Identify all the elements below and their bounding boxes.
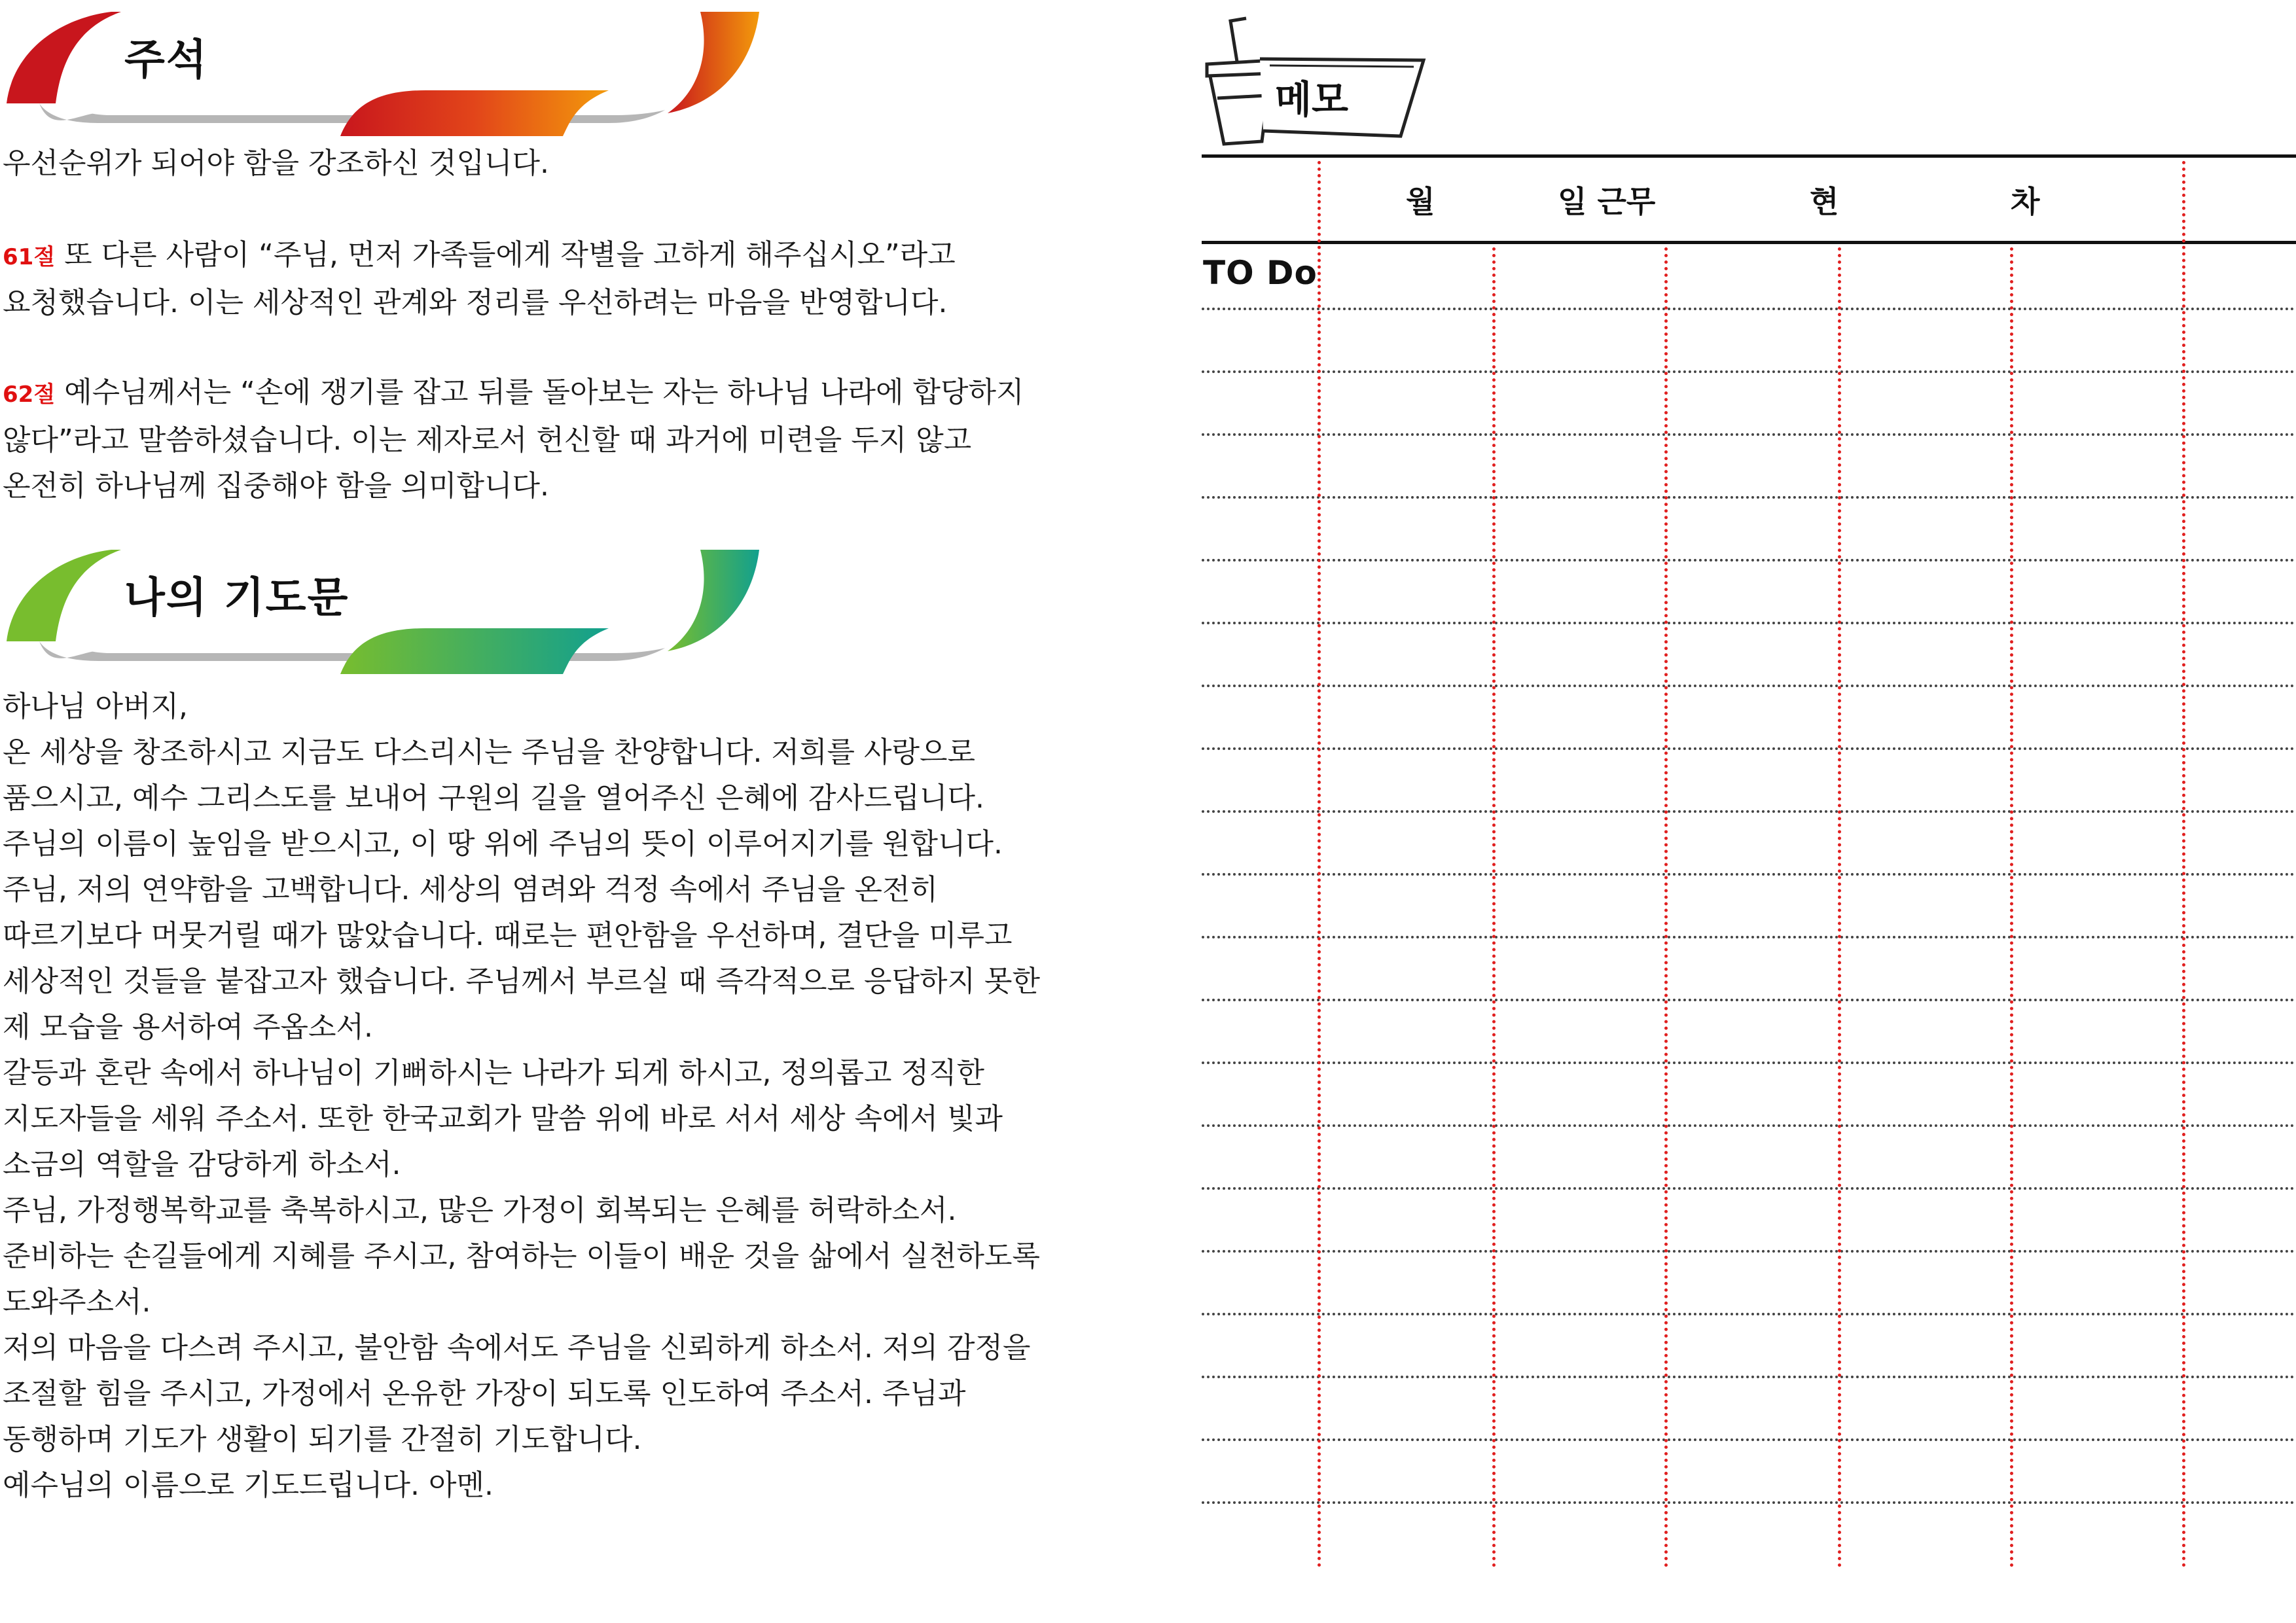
commentary-line: 우선순위가 되어야 함을 강조하신 것입니다. — [3, 147, 550, 180]
memo-row-line — [1202, 1313, 2295, 1315]
memo-title: 메모 — [1275, 77, 1349, 122]
memo-row-line — [1202, 1376, 2295, 1378]
header-month: 월 — [1406, 184, 1435, 219]
prayer-title: 나의 기도문 — [124, 574, 350, 622]
memo-row-line — [1202, 308, 2295, 310]
memo-row-line — [1202, 747, 2295, 750]
prayer-line: 조절할 힘을 주시고, 가정에서 온유한 가장이 되도록 인도하여 주소서. 주님과 — [3, 1377, 966, 1410]
memo-row-line — [1202, 1250, 2295, 1253]
header-bottom-rule — [1202, 241, 2296, 244]
commentary-line: 또 다른 사람이 “주님, 먼저 가족들에게 작별을 고하게 해주십시오”라고 — [64, 238, 956, 272]
memo-column-line — [1664, 247, 1668, 1568]
memo-row-line — [1202, 999, 2295, 1001]
commentary-banner — [0, 5, 766, 143]
memo-row-line — [1202, 622, 2295, 624]
verse-62 — [3, 370, 1128, 509]
header-top-rule — [1202, 154, 2296, 158]
memo-column-line — [2182, 161, 2185, 1568]
commentary-line: 않다”라고 말씀하셨습니다. 이는 제자로서 헌신할 때 과거에 미련을 두지 않고 — [3, 423, 972, 457]
prayer-line: 하나님 아버지, — [3, 690, 188, 723]
memo-row-line — [1202, 433, 2295, 436]
memo-row-line — [1202, 873, 2295, 876]
memo-column-line — [1492, 247, 1496, 1568]
prayer-line: 주님, 가정행복학교를 축복하시고, 많은 가정이 회복되는 은혜를 허락하소서. — [3, 1194, 957, 1227]
header-cha: 차 — [2011, 184, 2040, 219]
header-hyeon: 현 — [1810, 184, 1839, 219]
memo-row-line — [1202, 685, 2295, 687]
memo-column-line — [2010, 247, 2013, 1568]
commentary-line: 요청했습니다. 이는 세상적인 관계와 정리를 우선하려는 마음을 반영합니다. — [3, 286, 948, 319]
memo-row-line — [1202, 559, 2295, 562]
prayer-line: 예수님의 이름으로 기도드립니다. 아멘. — [3, 1469, 493, 1502]
memo-row-line — [1202, 1438, 2295, 1441]
verse-61 — [3, 232, 1128, 326]
prayer-line: 갈등과 혼란 속에서 하나님이 기뻐하시는 나라가 되게 하시고, 정의롭고 정직한 — [3, 1056, 984, 1090]
memo-row-line — [1202, 936, 2295, 938]
prayer-line: 주님, 저의 연약함을 고백합니다. 세상의 염려와 걱정 속에서 주님을 온전히 — [3, 873, 938, 906]
verse-number: 62절 — [3, 382, 56, 408]
commentary-title: 주석 — [124, 36, 208, 84]
commentary-line: 온전히 하나님께 집중해야 함을 의미합니다. — [3, 469, 550, 503]
prayer-line: 도와주소서. — [3, 1285, 151, 1319]
prayer-line: 온 세상을 창조하시고 지금도 다스리시는 주님을 찬양합니다. 저희를 사랑으로 — [3, 736, 976, 769]
todo-label: TO Do — [1203, 254, 1318, 292]
memo-row-line — [1202, 496, 2295, 499]
prayer-banner — [0, 543, 766, 681]
prayer-line: 저의 마음을 다스려 주시고, 불안함 속에서도 주님을 신뢰하게 하소서. 저의 감정을 — [3, 1331, 1031, 1364]
prayer-line: 세상적인 것들을 붙잡고자 했습니다. 주님께서 부르실 때 즉각적으로 응답하지 못한 — [3, 965, 1040, 998]
verse-number: 61절 — [3, 244, 56, 270]
prayer-line: 제 모습을 용서하여 주옵소서. — [3, 1010, 373, 1044]
prayer-line: 동행하며 기도가 생활이 되기를 간절히 기도합니다. — [3, 1423, 642, 1456]
commentary-body — [3, 141, 1128, 187]
memo-row-line — [1202, 1124, 2295, 1127]
memo-row-line — [1202, 1187, 2295, 1190]
memo-column-line — [1318, 161, 1321, 1568]
header-day-work: 일 근무 — [1558, 184, 1656, 219]
prayer-line: 주님의 이름이 높임을 받으시고, 이 땅 위에 주님의 뜻이 이루어지기를 원합니다. — [3, 827, 1003, 861]
memo-row-line — [1202, 810, 2295, 813]
memo-row-line — [1202, 1501, 2295, 1504]
prayer-line: 준비하는 손길들에게 지혜를 주시고, 참여하는 이들이 배운 것을 삶에서 실천하도록 — [3, 1240, 1040, 1273]
memo-row-line — [1202, 1061, 2295, 1064]
commentary-line: 예수님께서는 “손에 쟁기를 잡고 뒤를 돌아보는 자는 하나님 나라에 합당하지 — [64, 376, 1024, 409]
prayer-body — [3, 684, 1128, 1508]
memo-column-line — [1838, 247, 1841, 1568]
memo-row-line — [1202, 370, 2295, 373]
prayer-line: 소금의 역할을 감당하게 하소서. — [3, 1148, 401, 1181]
prayer-line: 지도자들을 세워 주소서. 또한 한국교회가 말씀 위에 바로 서서 세상 속에서 빛과 — [3, 1102, 1003, 1135]
prayer-line: 품으시고, 예수 그리스도를 보내어 구원의 길을 열어주신 은혜에 감사드립니다. — [3, 781, 984, 815]
prayer-line: 따르기보다 머뭇거릴 때가 많았습니다. 때로는 편안함을 우선하며, 결단을 미루고 — [3, 919, 1013, 952]
